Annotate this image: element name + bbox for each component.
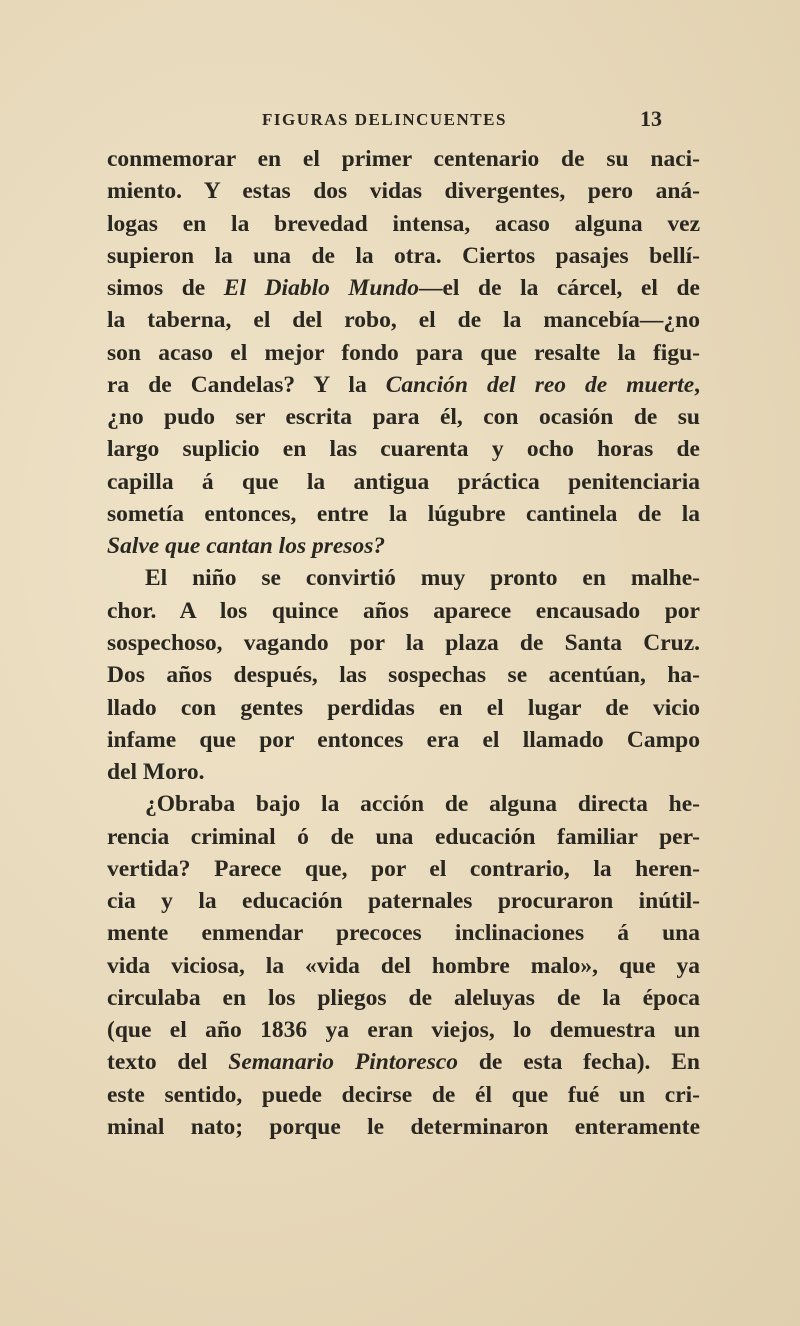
text-line: [107, 208, 700, 240]
italic-title: Semanario Pintoresco: [228, 1049, 459, 1076]
text-line: [107, 885, 700, 917]
text-run: capilla á que la antigua práctica penitenciaria: [107, 468, 700, 495]
text-line: [107, 788, 700, 820]
text-line: [107, 143, 700, 175]
text-run: largo suplicio en las cuarenta y ocho horas de: [107, 436, 700, 463]
text-run: ¿no pudo ser escrita para él, con ocasión de su: [107, 404, 700, 431]
text-line: [107, 692, 700, 724]
text-run: la taberna, el del robo, el de la mancebía—¿no: [107, 307, 700, 334]
text-line: [107, 756, 700, 788]
text-run: simos de: [107, 275, 224, 302]
text-line: [107, 433, 700, 465]
running-head: [0, 106, 800, 136]
text-line: [107, 498, 700, 530]
text-line: [107, 562, 700, 594]
text-run: este sentido, puede decirse de él que fué un cri-: [107, 1081, 700, 1108]
text-line: [107, 1014, 700, 1046]
italic-title: Salve que cantan los presos?: [107, 533, 386, 560]
text-run: —el de la cárcel, el de: [418, 275, 700, 302]
text-line: [107, 982, 700, 1014]
text-line: [107, 369, 700, 401]
body-text: [107, 143, 700, 1143]
text-line: [107, 466, 700, 498]
text-line: [107, 240, 700, 272]
text-run: (que el año 1836 ya eran viejos, lo demuestra un: [107, 1017, 700, 1044]
text-run: rencia criminal ó de una educación familiar per-: [107, 823, 700, 850]
text-run: ra de Candelas? Y la: [107, 371, 386, 398]
text-run: del Moro.: [107, 759, 205, 786]
text-run: mente enmendar precoces inclinaciones á una: [107, 920, 700, 947]
text-run: El niño se convirtió muy pronto en malhe-: [145, 565, 700, 592]
text-run: vertida? Parece que, por el contrario, la heren-: [107, 855, 700, 882]
text-run: miento. Y estas dos vidas divergentes, pero aná-: [107, 178, 700, 205]
text-line: [107, 530, 700, 562]
italic-title: Canción del reo de muerte: [385, 371, 695, 398]
page-number: 13: [640, 106, 662, 131]
text-line: [107, 853, 700, 885]
text-run: conmemorar en el primer centenario de su naci-: [107, 146, 700, 172]
text-run: ,: [694, 371, 701, 398]
text-line: [107, 1046, 700, 1078]
text-line: [107, 304, 700, 336]
text-run: son acaso el mejor fondo para que resalte la figu-: [107, 339, 700, 366]
text-run: Dos años después, las sospechas se acentúan, ha-: [107, 662, 700, 689]
text-line: [107, 401, 700, 433]
text-run: circulaba en los pliegos de aleluyas de la época: [107, 984, 700, 1011]
text-line: [107, 175, 700, 207]
text-line: [107, 659, 700, 691]
text-line: [107, 821, 700, 853]
text-line: [107, 272, 700, 304]
text-run: minal nato; porque le determinaron enteramente: [107, 1113, 700, 1140]
text-line: [107, 1079, 700, 1111]
text-run: cia y la educación paternales procuraron inútil-: [107, 888, 700, 915]
text-line: [107, 724, 700, 756]
text-line: [107, 1111, 700, 1143]
running-title: FIGURAS DELINCUENTES: [262, 110, 507, 129]
text-run: ¿Obraba bajo la acción de alguna directa he-: [145, 791, 700, 818]
text-run: infame que por entonces era el llamado Campo: [107, 726, 700, 753]
text-line: [107, 627, 700, 659]
text-run: de esta fecha). En: [458, 1049, 700, 1076]
italic-title: El Diablo Mundo: [223, 275, 419, 302]
text-run: supieron la una de la otra. Ciertos pasajes bellí-: [107, 242, 700, 269]
text-run: sometía entonces, entre la lúgubre cantinela de la: [107, 500, 700, 527]
text-run: texto del: [107, 1049, 229, 1076]
text-run: logas en la brevedad intensa, acaso alguna vez: [107, 210, 700, 237]
text-run: llado con gentes perdidas en el lugar de vicio: [107, 694, 700, 721]
text-line: [107, 917, 700, 949]
text-run: vida viciosa, la «vida del hombre malo», que ya: [107, 952, 700, 979]
text-line: [107, 595, 700, 627]
text-run: sospechoso, vagando por la plaza de Santa Cruz.: [107, 629, 700, 656]
text-line: [107, 950, 700, 982]
text-run: chor. A los quince años aparece encausado por: [107, 597, 700, 624]
text-line: [107, 337, 700, 369]
